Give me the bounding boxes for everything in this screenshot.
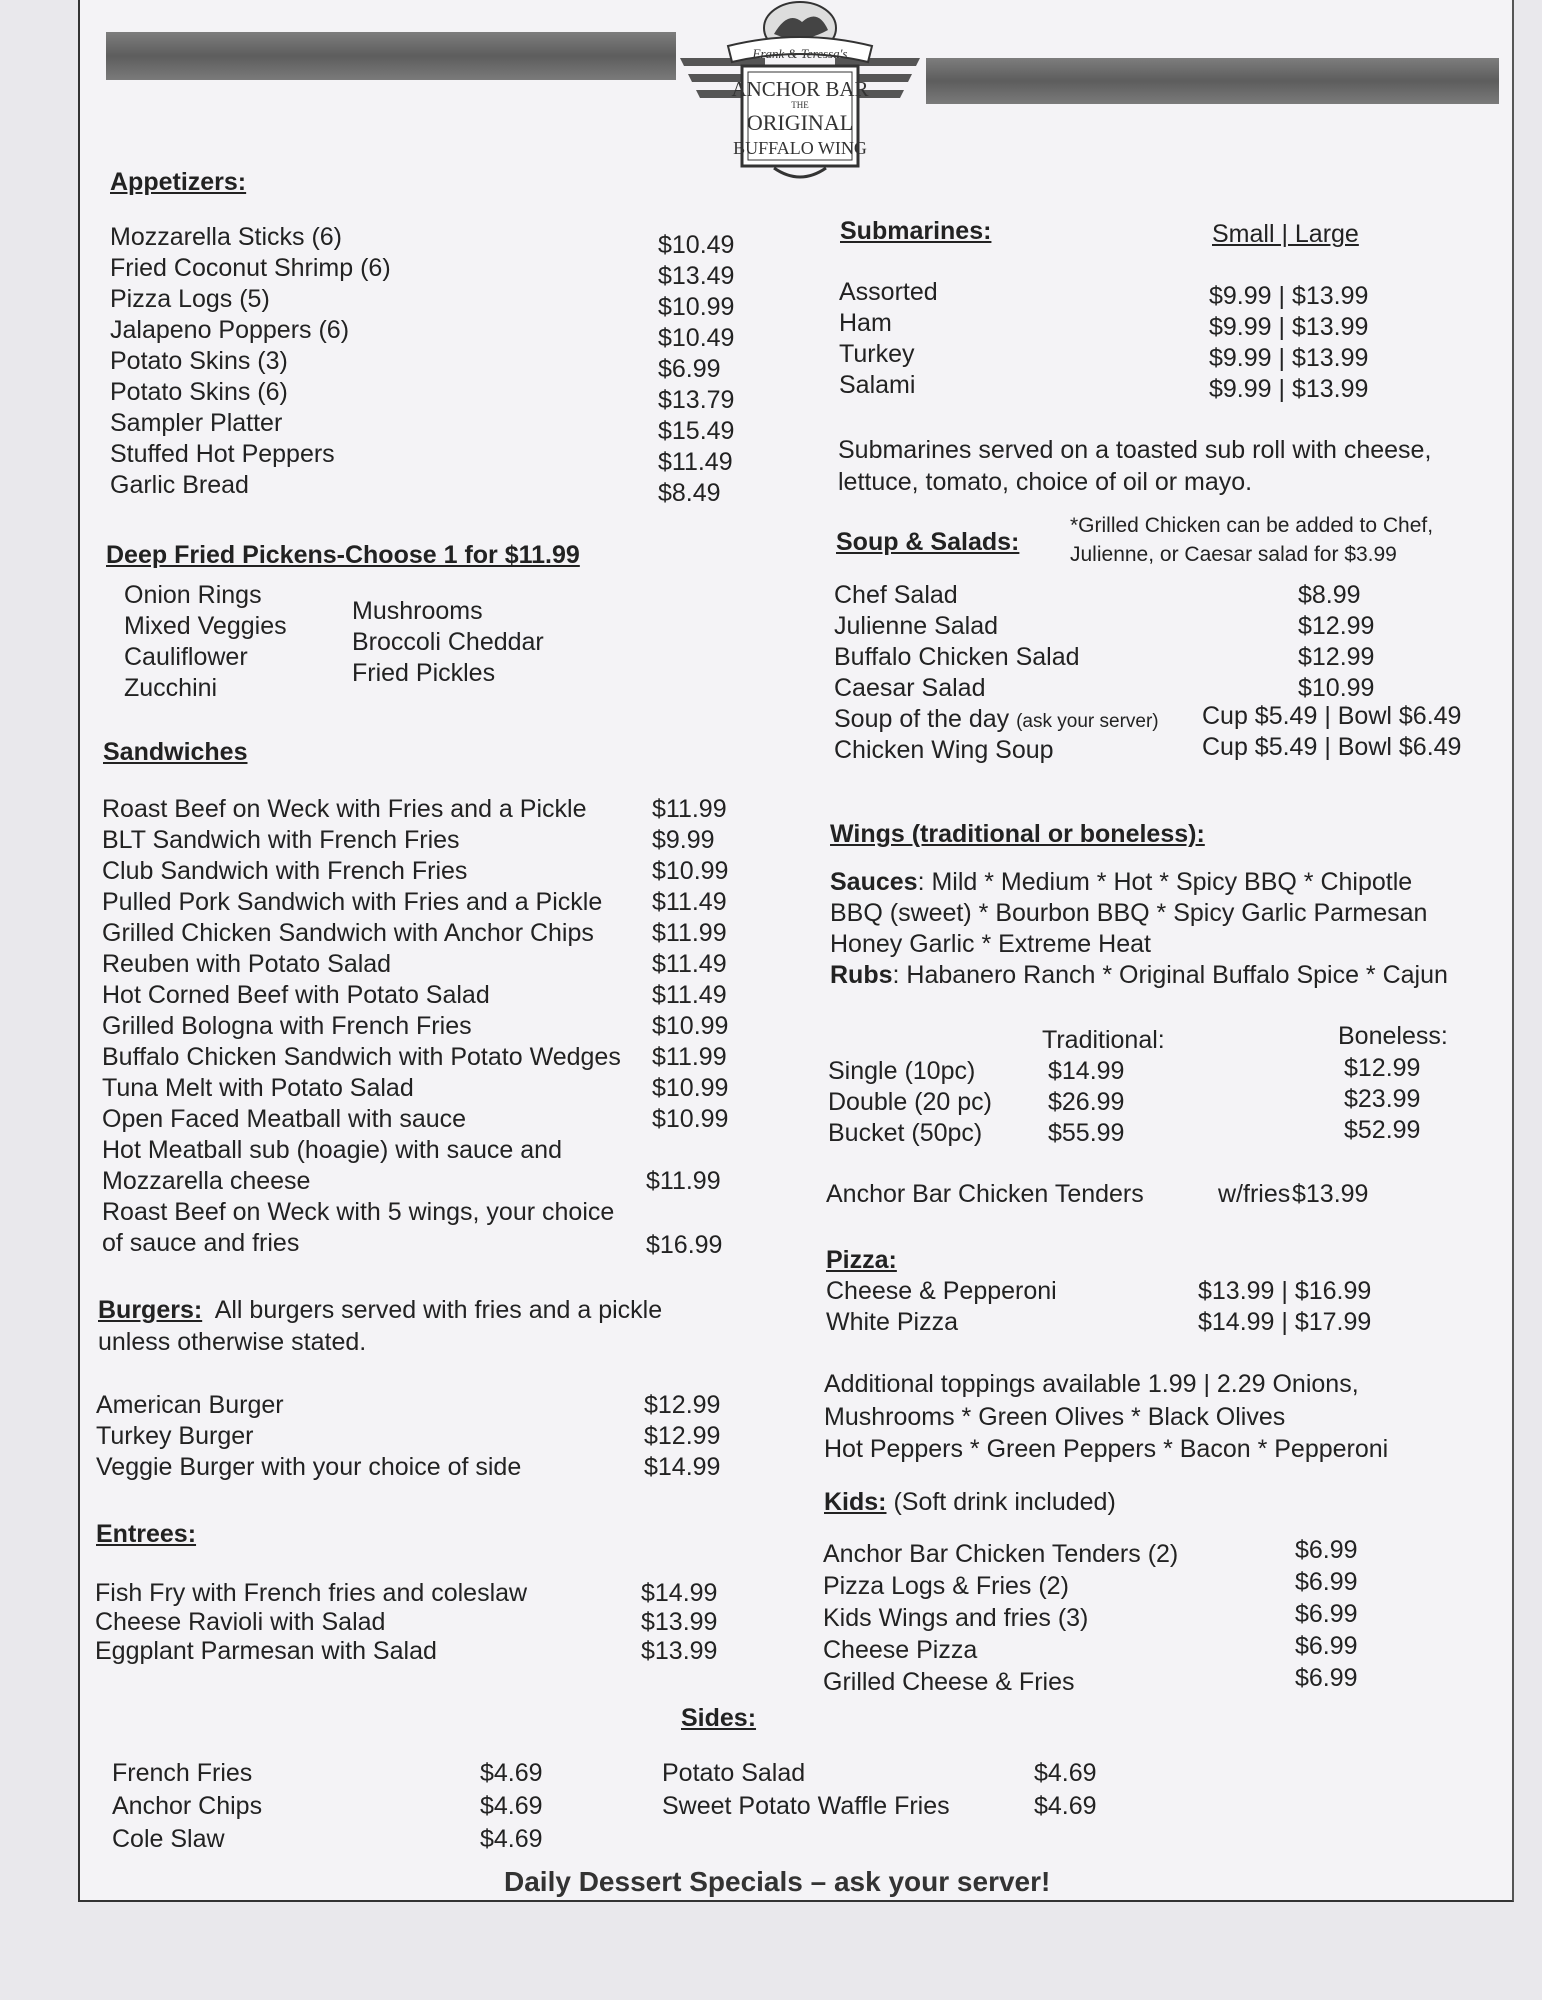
item-name: Sweet Potato Waffle Fries	[662, 1792, 950, 1820]
item-name: Salami	[839, 371, 916, 399]
item-name: Anchor Bar Chicken Tenders (2)	[823, 1540, 1179, 1568]
item-price: $10.99	[652, 1074, 729, 1102]
item-price: $9.99 | $13.99	[1209, 375, 1369, 403]
logo-anchor-bar: ANCHOR BAR	[731, 77, 869, 101]
list-item	[826, 1307, 1426, 1338]
trad-price: $26.99	[1048, 1088, 1125, 1116]
list-item	[102, 1073, 742, 1104]
item-price: $12.99	[644, 1422, 721, 1450]
list-item	[834, 611, 1474, 642]
list-item: Cauliflower	[124, 643, 248, 671]
list-item	[102, 887, 742, 918]
item-price: $4.69	[480, 1792, 543, 1820]
item-name: Jalapeno Poppers (6)	[110, 316, 350, 344]
list-item	[96, 1421, 736, 1452]
item-price: $6.99	[658, 355, 721, 383]
item-price: $15.49	[658, 417, 735, 445]
item-name: Pulled Pork Sandwich with Fries and a Pickle	[102, 888, 603, 916]
logo-original: ORIGINAL	[746, 110, 854, 135]
list-item	[102, 856, 742, 887]
item-name: French Fries	[112, 1759, 253, 1787]
item-name: American Burger	[96, 1391, 284, 1419]
item-name: Pizza Logs & Fries (2)	[823, 1572, 1069, 1600]
item-price: $8.99	[1298, 581, 1361, 609]
item-price: $6.99	[1295, 1664, 1358, 1692]
item-name: Pizza Logs (5)	[110, 285, 270, 313]
item-name: Sampler Platter	[110, 409, 283, 437]
list-item	[110, 284, 750, 321]
list-item	[102, 918, 742, 949]
list-item	[102, 1011, 742, 1042]
wings-sizes-list	[828, 1056, 1468, 1149]
item-price: $11.99	[646, 1167, 721, 1195]
soups-note-1: *Grilled Chicken can be added to Chef,	[1070, 514, 1434, 537]
item-name: Kids Wings and fries (3)	[823, 1604, 1089, 1632]
soups-note-2: Julienne, or Caesar salad for $3.99	[1070, 543, 1397, 566]
item-name: Grilled Bologna with French Fries	[102, 1012, 472, 1040]
appetizers-heading: Appetizers:	[110, 168, 247, 196]
list-item	[110, 315, 750, 352]
list-item	[112, 1758, 572, 1791]
submarines-list	[839, 277, 1399, 401]
item-price: $16.99	[646, 1231, 723, 1259]
item-name: of sauce and fries	[102, 1229, 300, 1257]
item-price: $6.99	[1295, 1632, 1358, 1660]
deep-fried-col1	[124, 580, 287, 704]
item-name: Grilled Cheese & Fries	[823, 1668, 1075, 1696]
item-price: $6.99	[1295, 1536, 1358, 1564]
list-item	[828, 1087, 1468, 1118]
sides-left-list	[112, 1758, 572, 1857]
sauces-text: : Mild * Medium * Hot * Spicy BBQ * Chipotle	[917, 868, 1413, 896]
wings-sauces-3: Honey Garlic * Extreme Heat	[830, 930, 1151, 958]
sides-heading: Sides:	[681, 1704, 757, 1732]
pizza-list	[826, 1276, 1426, 1338]
burgers-list	[96, 1390, 736, 1483]
list-item	[96, 1452, 736, 1483]
item-price: $11.49	[652, 888, 727, 916]
logo-script: Frank & Teressa's	[752, 46, 848, 61]
item-name: Turkey	[839, 340, 915, 368]
item-price: $6.99	[1295, 1568, 1358, 1596]
item-price: $9.99 | $13.99	[1209, 344, 1369, 372]
item-name: Garlic Bread	[110, 471, 249, 499]
list-item	[826, 1276, 1426, 1307]
item-name: Anchor Bar Chicken Tenders	[826, 1180, 1144, 1208]
item-price: $12.99	[1298, 612, 1375, 640]
item-name: Veggie Burger with your choice of side	[96, 1453, 522, 1481]
item-name: Buffalo Chicken Sandwich with Potato Wedges	[102, 1043, 621, 1071]
item-name: Cheese Pizza	[823, 1636, 978, 1664]
list-item	[823, 1664, 1423, 1699]
item-name: Cheese Ravioli with Salad	[95, 1608, 386, 1636]
wings-heading: Wings (traditional or boneless):	[830, 820, 1205, 848]
soups-list	[834, 580, 1474, 766]
item-name: Stuffed Hot Peppers	[110, 440, 335, 468]
item-name: Open Faced Meatball with sauce	[102, 1105, 467, 1133]
list-item	[102, 1228, 742, 1259]
burgers-note: All burgers served with fries and a pickle	[214, 1296, 663, 1324]
list-item: Broccoli Cheddar	[352, 628, 544, 656]
item-price: $12.99	[644, 1391, 721, 1419]
list-item: Zucchini	[124, 674, 218, 702]
submarines-note-1: Submarines served on a toasted sub roll with cheese,	[838, 436, 1432, 464]
item-note: w/fries	[1218, 1180, 1291, 1208]
item-price: $6.99	[1295, 1600, 1358, 1628]
list-item: Roast Beef on Weck with 5 wings, your choice	[102, 1198, 615, 1226]
item-price: $4.69	[1034, 1792, 1097, 1820]
wings-col-boneless: Boneless:	[1338, 1022, 1448, 1050]
item-note: (ask your server)	[1016, 711, 1159, 732]
item-name: Hot Corned Beef with Potato Salad	[102, 981, 490, 1009]
list-item	[110, 222, 750, 259]
submarines-heading: Submarines:	[840, 217, 992, 245]
entrees-heading: Entrees:	[96, 1520, 197, 1548]
pizza-toppings-1: Additional toppings available 1.99 | 2.29 Onions,	[824, 1370, 1359, 1398]
anchor-bar-logo	[670, 0, 930, 186]
item-name: Anchor Chips	[112, 1792, 263, 1820]
pizza-heading: Pizza:	[826, 1246, 897, 1274]
wings-sauces-2: BBQ (sweet) * Bourbon BBQ * Spicy Garlic Parmesan	[830, 899, 1428, 927]
item-price: $13.99	[1292, 1180, 1369, 1208]
kids-list	[823, 1536, 1423, 1699]
rubs-text: : Habanero Ranch * Original Buffalo Spice * Cajun	[892, 961, 1448, 989]
list-item	[95, 1636, 735, 1665]
list-item	[96, 1390, 736, 1421]
item-price: $9.99	[652, 826, 715, 854]
header-band-left	[106, 32, 676, 80]
item-price: $13.49	[658, 262, 735, 290]
item-name: Potato Skins (6)	[110, 378, 288, 406]
item-price: $14.99	[641, 1579, 718, 1607]
submarines-note-2: lettuce, tomato, choice of oil or mayo.	[838, 468, 1253, 496]
dessert-footer: Daily Dessert Specials – ask your server!	[504, 1866, 1051, 1897]
rubs-label: Rubs	[830, 961, 893, 989]
item-name: Tuna Melt with Potato Salad	[102, 1074, 414, 1102]
list-item	[110, 439, 750, 476]
item-price: $11.49	[652, 981, 727, 1009]
kids-note: (Soft drink included)	[893, 1488, 1116, 1516]
wings-sauces-1	[830, 868, 1412, 897]
list-item	[102, 794, 742, 825]
logo-the: THE	[791, 100, 809, 110]
sides-right-list	[662, 1758, 1122, 1824]
item-price: $11.49	[658, 448, 733, 476]
list-item	[110, 377, 750, 414]
bone-price: $52.99	[1344, 1116, 1421, 1144]
item-price: $4.69	[480, 1759, 543, 1787]
item-price: $11.49	[652, 950, 727, 978]
item-price: $11.99	[652, 795, 727, 823]
appetizers-list	[110, 222, 750, 507]
item-name: Caesar Salad	[834, 674, 986, 702]
list-item	[110, 253, 750, 290]
list-item	[834, 673, 1474, 704]
item-price: $11.99	[652, 1043, 727, 1071]
list-item	[828, 1118, 1468, 1149]
item-name: Buffalo Chicken Salad	[834, 643, 1080, 671]
sandwiches-heading: Sandwiches	[103, 738, 248, 766]
item-price: $10.99	[652, 1012, 729, 1040]
item-name: Club Sandwich with French Fries	[102, 857, 468, 885]
item-price: $13.79	[658, 386, 735, 414]
item-name: BLT Sandwich with French Fries	[102, 826, 460, 854]
bone-price: $23.99	[1344, 1085, 1421, 1113]
list-item: Mixed Veggies	[124, 612, 287, 640]
item-price: $14.99 | $17.99	[1198, 1308, 1372, 1336]
list-item	[102, 980, 742, 1011]
trad-price: $55.99	[1048, 1119, 1125, 1147]
list-item: Onion Rings	[124, 581, 262, 609]
item-price: $9.99 | $13.99	[1209, 313, 1369, 341]
trad-price: $14.99	[1048, 1057, 1125, 1085]
list-item	[95, 1607, 735, 1636]
burgers-header	[98, 1296, 662, 1325]
soups-heading: Soup & Salads:	[836, 528, 1020, 556]
list-item	[112, 1824, 572, 1857]
list-item	[112, 1791, 572, 1824]
item-name: Roast Beef on Weck with Fries and a Pickle	[102, 795, 587, 823]
item-price: $9.99 | $13.99	[1209, 282, 1369, 310]
item-price: $13.99	[641, 1637, 718, 1665]
item-price: $13.99 | $16.99	[1198, 1277, 1372, 1305]
deep-fried-heading: Deep Fried Pickens-Choose 1 for $11.99	[106, 541, 580, 569]
item-name: Fish Fry with French fries and coleslaw	[95, 1579, 528, 1607]
list-item: Mushrooms	[352, 597, 483, 625]
list-item: Fried Pickles	[352, 659, 496, 687]
item-name: Grilled Chicken Sandwich with Anchor Chips	[102, 919, 594, 947]
list-item	[839, 308, 1399, 339]
item-name: Soup of the day	[834, 705, 1010, 733]
item-name: Double (20 pc)	[828, 1088, 992, 1116]
list-item	[102, 1104, 742, 1135]
item-name: Cheese & Pepperoni	[826, 1277, 1057, 1305]
list-item	[834, 735, 1474, 766]
list-item	[834, 580, 1474, 611]
item-name: Turkey Burger	[96, 1422, 254, 1450]
item-name: Single (10pc)	[828, 1057, 976, 1085]
item-name: Ham	[839, 309, 892, 337]
list-item	[662, 1758, 1122, 1791]
burgers-note-2: unless otherwise stated.	[98, 1328, 367, 1356]
deep-fried-col2	[352, 596, 544, 689]
entrees-list	[95, 1578, 735, 1665]
pizza-toppings-2: Mushrooms * Green Olives * Black Olives	[824, 1403, 1286, 1431]
item-price: $8.49	[658, 479, 721, 507]
submarines-sizes: Small | Large	[1212, 220, 1359, 248]
list-item	[834, 704, 1474, 735]
item-price: $4.69	[480, 1825, 543, 1853]
item-name: White Pizza	[826, 1308, 958, 1336]
item-name: Cole Slaw	[112, 1825, 225, 1853]
sauces-label: Sauces	[830, 868, 918, 896]
item-price: $14.99	[644, 1453, 721, 1481]
item-name: Mozzarella cheese	[102, 1167, 311, 1195]
logo-buffalo-wing: BUFFALO WING	[733, 138, 867, 158]
item-price: $10.99	[652, 857, 729, 885]
item-name: Eggplant Parmesan with Salad	[95, 1637, 437, 1665]
sandwiches-list	[102, 794, 742, 1259]
item-price: Cup $5.49 | Bowl $6.49	[1202, 733, 1462, 761]
list-item	[102, 949, 742, 980]
list-item	[102, 1166, 742, 1197]
burgers-heading: Burgers:	[98, 1296, 203, 1324]
bone-price: $12.99	[1344, 1054, 1421, 1082]
list-item	[102, 825, 742, 856]
item-price: $4.69	[1034, 1759, 1097, 1787]
item-price: $10.49	[658, 324, 735, 352]
item-price: $10.99	[658, 293, 735, 321]
item-name: Reuben with Potato Salad	[102, 950, 392, 978]
item-name: Assorted	[839, 278, 938, 306]
list-item	[102, 1042, 742, 1073]
header-band-right	[926, 58, 1499, 104]
list-item	[839, 277, 1399, 308]
list-item	[828, 1056, 1468, 1087]
item-name: Julienne Salad	[834, 612, 999, 640]
item-price: $13.99	[641, 1608, 718, 1636]
item-price: $10.99	[652, 1105, 729, 1133]
pizza-toppings-3: Hot Peppers * Green Peppers * Bacon * Pepperoni	[824, 1435, 1389, 1463]
item-price: Cup $5.49 | Bowl $6.49	[1202, 702, 1462, 730]
item-name: Fried Coconut Shrimp (6)	[110, 254, 391, 282]
item-name: Chicken Wing Soup	[834, 736, 1054, 764]
list-item: Hot Meatball sub (hoagie) with sauce and	[102, 1136, 562, 1164]
item-name: Bucket (50pc)	[828, 1119, 983, 1147]
chicken-tenders-row	[826, 1180, 1426, 1211]
kids-header	[824, 1488, 1116, 1517]
item-price: $10.49	[658, 231, 735, 259]
list-item	[662, 1791, 1122, 1824]
list-item	[110, 408, 750, 445]
item-price: $12.99	[1298, 643, 1375, 671]
list-item	[110, 470, 750, 507]
list-item	[834, 642, 1474, 673]
item-name: Potato Salad	[662, 1759, 806, 1787]
kids-heading: Kids:	[824, 1488, 887, 1516]
item-price: $10.99	[1298, 674, 1375, 702]
item-name: Mozzarella Sticks (6)	[110, 223, 342, 251]
list-item	[95, 1578, 735, 1607]
wings-rubs	[830, 961, 1448, 990]
item-price: $11.99	[652, 919, 727, 947]
list-item	[839, 370, 1399, 401]
wings-col-traditional: Traditional:	[1042, 1026, 1165, 1054]
item-name: Potato Skins (3)	[110, 347, 288, 375]
list-item	[110, 346, 750, 383]
list-item	[839, 339, 1399, 370]
item-name: Chef Salad	[834, 581, 958, 609]
